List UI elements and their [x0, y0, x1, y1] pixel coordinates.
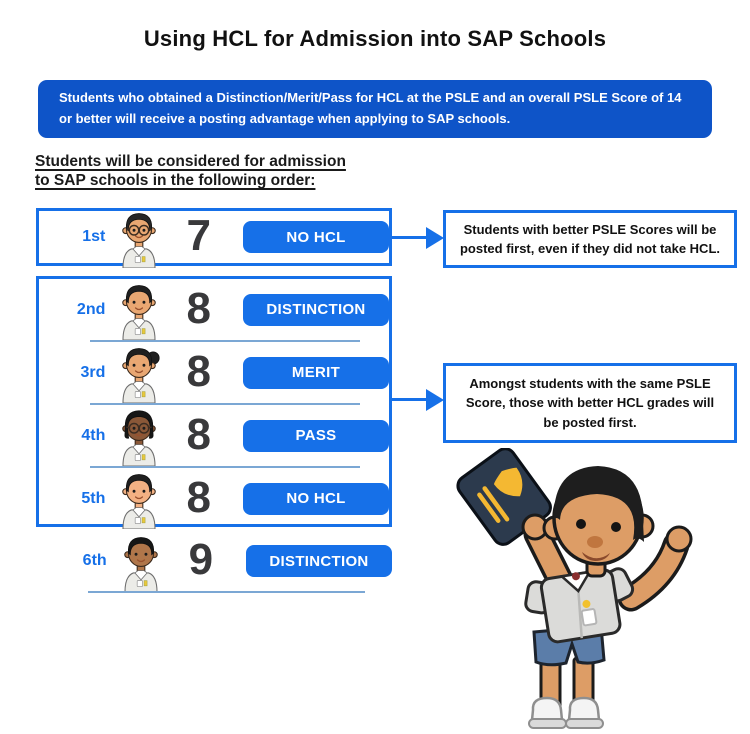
callout-text: Amongst students with the same PSLE Score, those with better HCL grades will be posted first. — [465, 375, 715, 430]
callout-better-psle-scores — [443, 210, 737, 268]
student-avatar-boy-icon — [116, 468, 162, 529]
student-avatar-girl-bob-glasses-icon — [116, 405, 162, 466]
student-avatar-boy-glasses-icon — [116, 207, 162, 268]
arrow-right-icon — [426, 227, 444, 249]
psle-score: 8 — [186, 283, 211, 333]
rank-label: 6th — [82, 552, 107, 569]
student-avatar-boy-icon — [118, 531, 164, 592]
arrow-right-icon — [392, 236, 428, 239]
arrow-right-icon — [392, 398, 428, 401]
psle-score: 8 — [186, 346, 211, 396]
rank-row-5 — [39, 468, 389, 529]
rank-label: 3rd — [80, 363, 106, 381]
hcl-grade-badge: NO HCL — [243, 483, 389, 515]
callout-text: Students with better PSLE Scores will be posted first, even if they did not take HCL. — [459, 221, 721, 256]
page-title: Using HCL for Admission into SAP Schools — [143, 26, 607, 51]
info-banner-text: Students who obtained a Distinction/Merit/Pass for HCL at the PSLE and an overall PSLE Score of 14 or better will receive a posting advantage when applying to SAP schools. — [59, 90, 682, 126]
psle-score: 8 — [186, 409, 211, 459]
row-separator — [88, 591, 365, 593]
hcl-grade-badge: DISTINCTION — [243, 294, 389, 326]
rank-label: 1st — [82, 228, 106, 245]
psle-score: 8 — [186, 472, 211, 522]
priority-box-2 — [36, 276, 392, 527]
hcl-grade-badge: NO HCL — [243, 221, 389, 253]
rank-row-1 — [39, 211, 389, 263]
order-heading-line1: Students will be considered for admission — [35, 153, 346, 170]
psle-score: 7 — [186, 211, 211, 260]
hcl-grade-badge: MERIT — [243, 357, 389, 389]
callout-same-psle-score — [443, 363, 737, 443]
hcl-grade-badge: DISTINCTION — [246, 545, 392, 577]
student-avatar-boy-icon — [116, 279, 162, 340]
rank-row-4 — [39, 405, 389, 466]
order-heading — [35, 153, 346, 191]
rank-row-2 — [39, 279, 389, 340]
student-illustration — [455, 448, 750, 734]
order-heading-line2: to SAP schools in the following order: — [35, 171, 316, 189]
rank-label: 5th — [81, 489, 106, 507]
boy-head — [544, 466, 653, 564]
arrow-right-icon — [426, 389, 444, 411]
rank-row-3 — [39, 342, 389, 403]
student-avatar-girl-bun-icon — [116, 342, 162, 403]
hcl-grade-badge: PASS — [243, 420, 389, 452]
rank-row-6 — [39, 530, 392, 592]
info-banner — [38, 80, 712, 138]
rank-label: 2nd — [76, 300, 106, 318]
psle-score: 9 — [188, 535, 214, 584]
rank-label: 4th — [81, 426, 106, 444]
rank-row-6-content — [39, 530, 392, 592]
priority-box-1 — [36, 208, 392, 266]
